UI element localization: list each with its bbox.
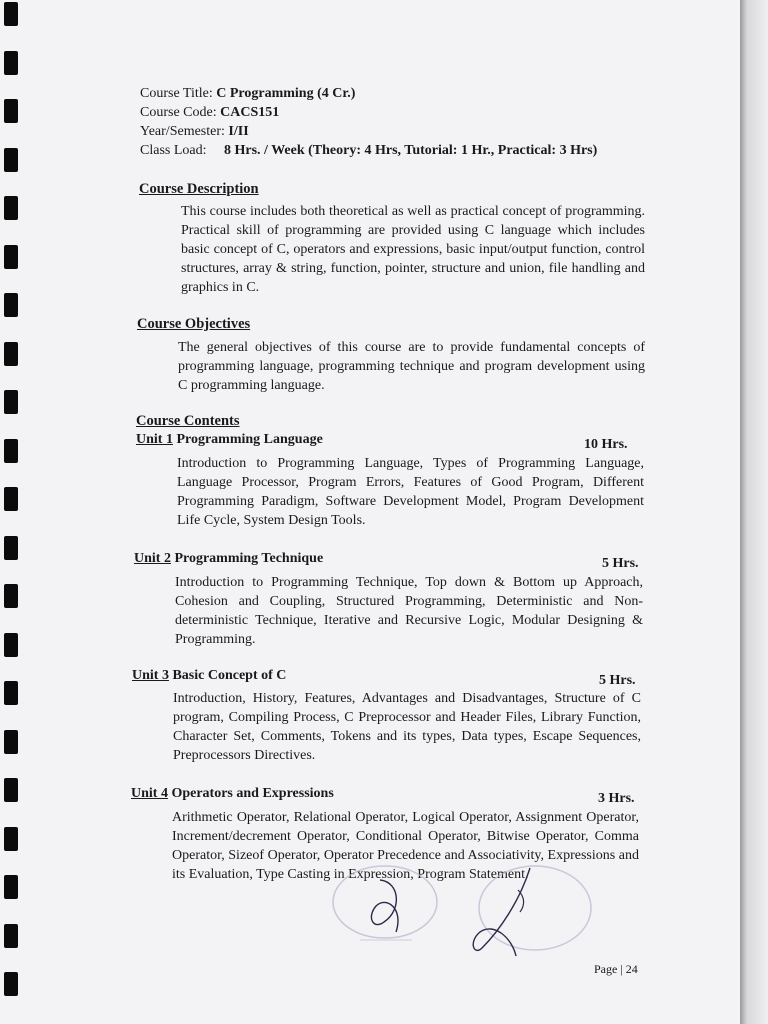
course-title-value: C Programming (4 Cr.) xyxy=(216,86,356,101)
unit-2-hours: 5 Hrs. xyxy=(602,556,639,571)
class-load-label: Class Load: xyxy=(140,143,207,158)
binding-hole xyxy=(4,875,18,899)
binding-hole xyxy=(4,51,18,75)
binding-hole xyxy=(4,148,18,172)
year-semester-label: Year/Semester: xyxy=(140,124,225,139)
binding-hole xyxy=(4,196,18,220)
page-edge-shadow xyxy=(740,0,768,1024)
binding-hole xyxy=(4,439,18,463)
binding-hole xyxy=(4,2,18,26)
binding-hole xyxy=(4,681,18,705)
binding-hole xyxy=(4,390,18,414)
unit-2-heading xyxy=(134,551,323,567)
unit-2-title: Programming Technique xyxy=(174,551,324,566)
course-code-line xyxy=(140,105,279,121)
unit-4-text: Arithmetic Operator, Relational Operator, Logical Operator, Assignment Operator, Increment/decrement Operator, Conditional Operator, Bitwise Operator, Comma Operator, Sizeof Operator, Operator Precedence and Associativity, Expressions and its Evaluation, Type Casting in Expression, Program Statement. xyxy=(172,810,639,882)
binding-hole xyxy=(4,342,18,366)
unit-2-text: Introduction to Programming Technique, Top down & Bottom up Approach, Cohesion and Coupling, Structured Programming, Deterministic and Non-deterministic Technique, Iterative and Recursive Logic, Modular Designing & Programming. xyxy=(175,575,643,647)
unit-1-heading xyxy=(136,432,323,448)
class-load-value: 8 Hrs. / Week (Theory: 4 Hrs, Tutorial: 1 Hr., Practical: 3 Hrs) xyxy=(224,143,598,158)
binding-hole xyxy=(4,536,18,560)
unit-1-number: Unit 1 xyxy=(136,432,173,447)
binding-hole xyxy=(4,924,18,948)
binding-hole xyxy=(4,778,18,802)
binding-hole xyxy=(4,487,18,511)
binding-hole xyxy=(4,99,18,123)
course-objectives-text: The general objectives of this course are to provide fundamental concepts of programming language, programming technique and program development using C programming language. xyxy=(178,340,645,393)
course-code-label: Course Code: xyxy=(140,105,217,120)
unit-4-number: Unit 4 xyxy=(131,786,168,801)
binding-hole xyxy=(4,827,18,851)
unit-2-number: Unit 2 xyxy=(134,551,171,566)
unit-4-hours: 3 Hrs. xyxy=(598,791,635,806)
stamp-signature-right xyxy=(460,860,600,970)
unit-3-hours: 5 Hrs. xyxy=(599,673,636,688)
binding-hole xyxy=(4,972,18,996)
spiral-binding xyxy=(0,0,26,1024)
unit-1-title: Programming Language xyxy=(176,432,323,447)
binding-hole xyxy=(4,633,18,657)
unit-4-title: Operators and Expressions xyxy=(171,786,334,801)
unit-3-heading xyxy=(132,668,286,684)
page-number: Page | 24 xyxy=(594,962,638,976)
binding-hole xyxy=(4,245,18,269)
year-semester-line xyxy=(140,124,249,140)
course-description-heading: Course Description xyxy=(139,181,259,197)
unit-3-number: Unit 3 xyxy=(132,668,169,683)
unit-1-hours: 10 Hrs. xyxy=(584,437,628,452)
class-load-line xyxy=(140,143,597,159)
course-title-line xyxy=(140,86,355,102)
binding-hole xyxy=(4,584,18,608)
year-semester-value: I/II xyxy=(228,124,249,139)
course-objectives-heading: Course Objectives xyxy=(137,316,251,332)
course-description-text: This course includes both theoretical as well as practical concept of programming. Practical skill of programming are provided using C language which includes basic concept of C, operators and expressions, basic input/output function, control structures, array & string, function, pointer, structure and union, file handling and graphics in C. xyxy=(181,204,645,295)
stamp-signature-left xyxy=(320,860,450,950)
course-code-value: CACS151 xyxy=(220,105,280,120)
course-title-label: Course Title: xyxy=(140,86,213,101)
binding-hole xyxy=(4,293,18,317)
unit-3-title: Basic Concept of C xyxy=(172,668,287,683)
unit-4-heading xyxy=(131,786,334,802)
unit-3-text: Introduction, History, Features, Advantages and Disadvantages, Structure of C program, Compiling Process, C Preprocessor and Header Files, Library Function, Character Set, Comments, Tokens and its types, Data types, Escape Sequences, Preprocessors Directives. xyxy=(173,691,641,763)
course-contents-heading: Course Contents xyxy=(136,413,240,429)
unit-1-text: Introduction to Programming Language, Types of Programming Language, Language Processor, Program Errors, Features of Good Program, Different Programming Paradigm, Software Development Model, Program Development Life Cycle, System Design Tools. xyxy=(177,456,644,528)
binding-hole xyxy=(4,730,18,754)
